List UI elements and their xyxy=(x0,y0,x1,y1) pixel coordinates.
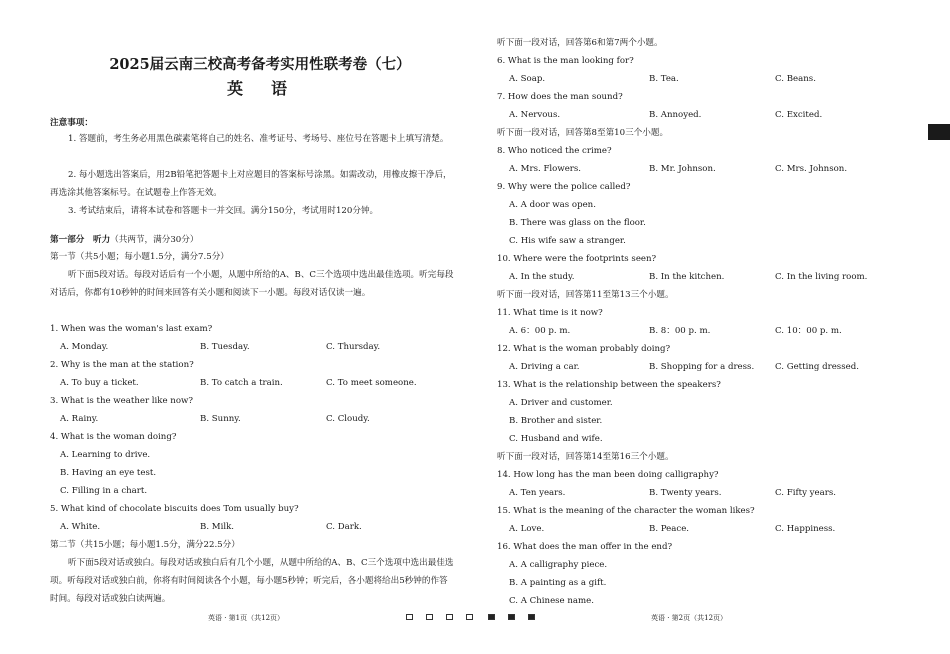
q10-option-c: C. In the living room. xyxy=(775,272,868,282)
q13-option-c: C. Husband and wife. xyxy=(509,434,603,444)
q4-option-b: B. Having an eye test. xyxy=(60,468,157,478)
q7-option-a: A. Nervous. xyxy=(509,110,561,120)
q14-option-b: B. Twenty years. xyxy=(649,488,722,498)
question-13: 13. What is the relationship between the speakers? xyxy=(497,380,721,390)
question-14: 14. How long has the man been doing calligraphy? xyxy=(497,470,719,480)
q3-option-a: A. Rainy. xyxy=(60,414,99,424)
q12-option-b: B. Shopping for a dress. xyxy=(649,362,755,372)
q8-option-a: A. Mrs. Flowers. xyxy=(509,164,582,174)
part1-note: （共两节，满分30分） xyxy=(110,235,199,245)
q12-option-a: A. Driving a car. xyxy=(509,362,580,372)
q1-option-c: C. Thursday. xyxy=(326,342,381,352)
q14-option-a: A. Ten years. xyxy=(509,488,566,498)
question-3: 3. What is the weather like now? xyxy=(50,396,193,406)
q8-option-b: B. Mr. Johnson. xyxy=(649,164,716,174)
question-1: 1. When was the woman's last exam? xyxy=(50,324,213,334)
subject-title: 英 语 xyxy=(226,79,293,98)
notice-item-3: 3. 考试结束后，请将本试卷和答题卡一并交回。满分150分，考试用时120分钟。 xyxy=(68,206,379,216)
q2-option-c: C. To meet someone. xyxy=(326,378,417,388)
q8-option-c: C. Mrs. Johnson. xyxy=(775,164,848,174)
dialogue-group-14-16: 听下面一段对话，回答第14至第16三个小题。 xyxy=(497,452,674,462)
question-6: 6. What is the man looking for? xyxy=(497,56,634,66)
q3-option-b: B. Sunny. xyxy=(200,414,241,424)
q7-option-c: C. Excited. xyxy=(775,110,823,120)
q16-option-b: B. A painting as a gift. xyxy=(509,578,607,588)
section2-instructions: 听下面5段对话或独白。每段对话或独白后有几个小题，从题中所给的A、B、C三个选项中选出最佳选项。听每段对话或独白前，你将有时间阅读各个小题，每小题5秒钟；听完后，各小题将给出5秒钟的作答时间。每段对话或独白读两遍。 xyxy=(50,558,454,604)
question-5: 5. What kind of chocolate biscuits does Tom usually buy? xyxy=(50,504,299,514)
q13-option-b: B. Brother and sister. xyxy=(509,416,603,426)
q2-option-a: A. To buy a ticket. xyxy=(60,378,139,388)
q1-option-b: B. Tuesday. xyxy=(200,342,250,352)
side-tab-marker xyxy=(928,124,950,140)
question-11: 11. What time is it now? xyxy=(497,308,603,318)
q9-option-a: A. A door was open. xyxy=(509,200,596,210)
q1-option-a: A. Monday. xyxy=(60,342,109,352)
exam-title: 2025届云南三校高考备考实用性联考卷（七） xyxy=(109,56,411,73)
q14-option-c: C. Fifty years. xyxy=(775,488,836,498)
question-12: 12. What is the woman probably doing? xyxy=(497,344,671,354)
question-2: 2. Why is the man at the station? xyxy=(50,360,194,370)
question-9: 9. Why were the police called? xyxy=(497,182,631,192)
part1-heading xyxy=(50,235,198,246)
part1-title: 第一部分 听力 xyxy=(50,235,111,245)
notice-item-1: 1. 答题前，考生务必用黑色碳素笔将自己的姓名、准考证号、考场号、座位号在答题卡上填写清楚。 xyxy=(68,134,449,144)
notice-heading: 注意事项： xyxy=(50,118,93,128)
registration-mark xyxy=(446,614,453,620)
q9-option-b: B. There was glass on the floor. xyxy=(509,218,646,228)
page-footer-left: 英语 · 第1页（共12页） xyxy=(208,614,285,622)
q2-option-b: B. To catch a train. xyxy=(200,378,283,388)
q4-option-a: A. Learning to drive. xyxy=(60,450,151,460)
question-10: 10. Where were the footprints seen? xyxy=(497,254,657,264)
registration-mark xyxy=(406,614,413,620)
q5-option-a: A. White. xyxy=(60,522,101,532)
q11-option-c: C. 10：00 p. m. xyxy=(775,326,842,336)
q16-option-c: C. A Chinese name. xyxy=(509,596,595,606)
section1-instructions: 听下面5段对话。每段对话后有一个小题，从题中所给的A、B、C三个选项中选出最佳选项。听完每段对话后，你都有10秒钟的时间来回答有关小题和阅读下一小题。每段对话仅读一遍。 xyxy=(50,270,454,298)
question-16: 16. What does the man offer in the end? xyxy=(497,542,673,552)
section2-heading: 第二节（共15小题；每小题1.5分，满分22.5分） xyxy=(50,540,240,550)
q3-option-c: C. Cloudy. xyxy=(326,414,370,424)
registration-mark xyxy=(528,614,535,620)
q9-option-c: C. His wife saw a stranger. xyxy=(509,236,626,246)
registration-mark xyxy=(508,614,515,620)
q5-option-b: B. Milk. xyxy=(200,522,235,532)
question-4: 4. What is the woman doing? xyxy=(50,432,177,442)
q6-option-c: C. Beans. xyxy=(775,74,816,84)
registration-mark xyxy=(466,614,473,620)
dialogue-group-8-10: 听下面一段对话，回答第8至第10三个小题。 xyxy=(497,128,669,138)
dialogue-group-6-7: 听下面一段对话，回答第6和第7两个小题。 xyxy=(497,38,663,48)
question-15: 15. What is the meaning of the character the woman likes? xyxy=(497,506,755,516)
dialogue-group-11-13: 听下面一段对话，回答第11至第13三个小题。 xyxy=(497,290,674,300)
q16-option-a: A. A calligraphy piece. xyxy=(509,560,608,570)
registration-mark xyxy=(488,614,495,620)
question-7: 7. How does the man sound? xyxy=(497,92,623,102)
q7-option-b: B. Annoyed. xyxy=(649,110,702,120)
q6-option-a: A. Soap. xyxy=(509,74,546,84)
q6-option-b: B. Tea. xyxy=(649,74,679,84)
q10-option-a: A. In the study. xyxy=(509,272,575,282)
q12-option-c: C. Getting dressed. xyxy=(775,362,859,372)
q10-option-b: B. In the kitchen. xyxy=(649,272,725,282)
q15-option-c: C. Happiness. xyxy=(775,524,836,534)
q11-option-a: A. 6：00 p. m. xyxy=(509,326,571,336)
question-8: 8. Who noticed the crime? xyxy=(497,146,612,156)
section1-heading: 第一节（共5小题；每小题1.5分，满分7.5分） xyxy=(50,252,229,262)
q5-option-c: C. Dark. xyxy=(326,522,362,532)
q13-option-a: A. Driver and customer. xyxy=(509,398,613,408)
page-footer-right: 英语 · 第2页（共12页） xyxy=(651,614,728,622)
registration-mark xyxy=(426,614,433,620)
q15-option-b: B. Peace. xyxy=(649,524,690,534)
q11-option-b: B. 8：00 p. m. xyxy=(649,326,711,336)
notice-item-2: 2. 每小题选出答案后，用2B铅笔把答题卡上对应题目的答案标号涂黑。如需改动，用橡皮擦干净后，再选涂其他答案标号。在试题卷上作答无效。 xyxy=(50,170,452,198)
q4-option-c: C. Filling in a chart. xyxy=(60,486,148,496)
q15-option-a: A. Love. xyxy=(509,524,545,534)
